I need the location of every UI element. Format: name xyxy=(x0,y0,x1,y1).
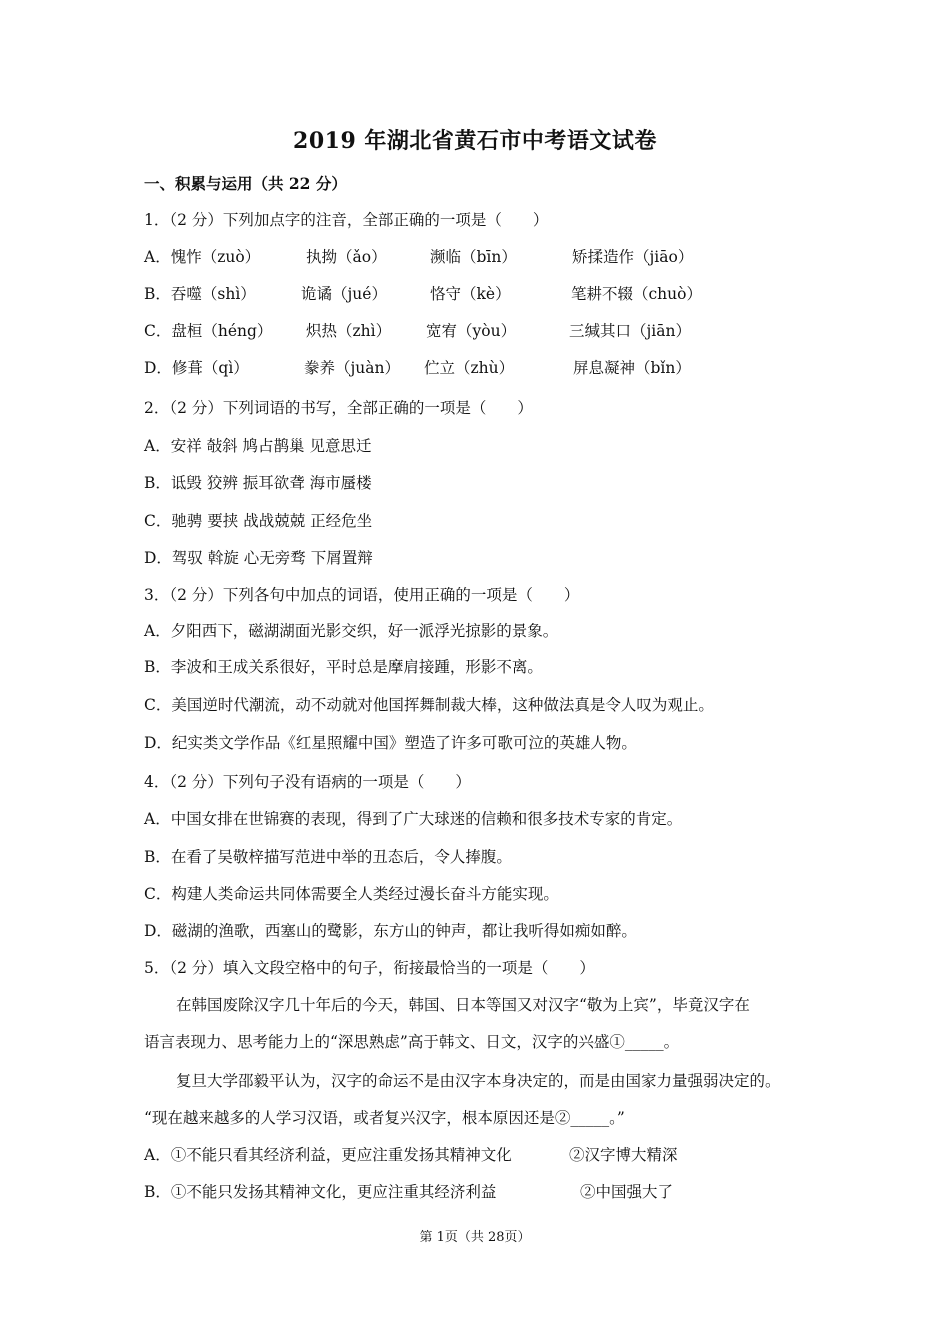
question-2-option-a: A．安祥 敧斜 鸠占鹊巢 见意思迁 xyxy=(144,437,372,455)
option-text: ②汉字博大精深 xyxy=(569,1146,678,1164)
option-text: 屏息凝神（bǐn） xyxy=(573,359,691,377)
question-4-option-b: B．在看了吴敬梓描写范进中举的丑态后，令人捧腹。 xyxy=(144,848,512,866)
option-text: 笔耕不辍（chuò） xyxy=(571,285,702,303)
passage-line: 在韩国废除汉字几十年后的今天，韩国、日本等国又对汉字“敬为上宾”，毕竟汉字在 xyxy=(176,996,750,1014)
option-text: C．盘桓（héng） xyxy=(144,322,273,340)
question-3-option-a: A．夕阳西下，磁湖湖面光影交织，好一派浮光掠影的景象。 xyxy=(144,622,559,640)
passage-line: “现在越来越多的人学习汉语，或者复兴汉字，根本原因还是②_____。” xyxy=(144,1109,625,1127)
question-3-stem: 3．（2 分）下列各句中加点的词语，使用正确的一项是（ ） xyxy=(144,586,580,604)
option-text: 恪守（kè） xyxy=(430,285,511,303)
question-2-option-b: B．诋毁 狡辨 振耳欲聋 海市蜃楼 xyxy=(144,474,372,492)
question-3-option-c: C．美国逆时代潮流，动不动就对他国挥舞制裁大棒，这种做法真是令人叹为观止。 xyxy=(144,696,714,714)
option-text: B．吞噬（shì） xyxy=(144,285,256,303)
option-text: B．①不能只发扬其精神文化，更应注重其经济利益 xyxy=(144,1183,497,1201)
question-5-stem: 5．（2 分）填入文段空格中的句子，衔接最恰当的一项是（ ） xyxy=(144,959,595,977)
option-text: ②中国强大了 xyxy=(580,1183,674,1201)
question-1-stem: 1．（2 分）下列加点字的注音，全部正确的一项是（ ） xyxy=(144,211,549,229)
page-footer: 第 1页（共 28页） xyxy=(419,1230,531,1245)
option-text: 矫揉造作（jiāo） xyxy=(572,248,694,266)
page-title: 2019 年湖北省黄石市中考语文试卷 xyxy=(293,128,657,154)
question-4-option-d: D．磁湖的渔歌，西塞山的鹭影，东方山的钟声，都让我听得如痴如醉。 xyxy=(144,922,637,940)
passage-line: 复旦大学邵毅平认为，汉字的命运不是由汉字本身决定的，而是由国家力量强弱决定的。 xyxy=(176,1072,781,1090)
option-text: 诡谲（jué） xyxy=(301,285,387,303)
question-4-option-c: C．构建人类命运共同体需要全人类经过漫长奋斗方能实现。 xyxy=(144,885,559,903)
section-heading: 一、积累与运用（共 22 分） xyxy=(144,174,347,193)
question-2-stem: 2．（2 分）下列词语的书写，全部正确的一项是（ ） xyxy=(144,399,533,417)
option-text: A．①不能只看其经济利益，更应注重发扬其精神文化 xyxy=(144,1146,512,1164)
passage-line: 语言表现力、思考能力上的“深思熟虑”高于韩文、日文，汉字的兴盛①_____。 xyxy=(144,1033,680,1051)
question-2-option-d: D．驾驭 斡旋 心无旁骛 下屑置辩 xyxy=(144,549,373,567)
option-text: 伫立（zhù） xyxy=(424,359,515,377)
question-2-option-c: C．驰骋 要挟 战战兢兢 正经危坐 xyxy=(144,512,373,530)
option-text: 炽热（zhì） xyxy=(306,322,392,340)
option-text: 濒临（bīn） xyxy=(430,248,517,266)
option-text: 三缄其口（jiān） xyxy=(569,322,691,340)
question-3-option-d: D．纪实类文学作品《红星照耀中国》塑造了许多可歌可泣的英雄人物。 xyxy=(144,734,637,752)
option-text: 执拗（ǎo） xyxy=(306,248,387,266)
question-4-stem: 4．（2 分）下列句子没有语病的一项是（ ） xyxy=(144,773,471,791)
option-text: D．修葺（qì） xyxy=(144,359,249,377)
option-text: A．愧怍（zuò） xyxy=(144,248,261,266)
option-text: 宽宥（yòu） xyxy=(426,322,517,340)
question-3-option-b: B．李波和王成关系很好，平时总是摩肩接踵，形影不离。 xyxy=(144,658,543,676)
question-4-option-a: A．中国女排在世锦赛的表现，得到了广大球迷的信赖和很多技术专家的肯定。 xyxy=(144,810,683,828)
option-text: 豢养（juàn） xyxy=(304,359,401,377)
